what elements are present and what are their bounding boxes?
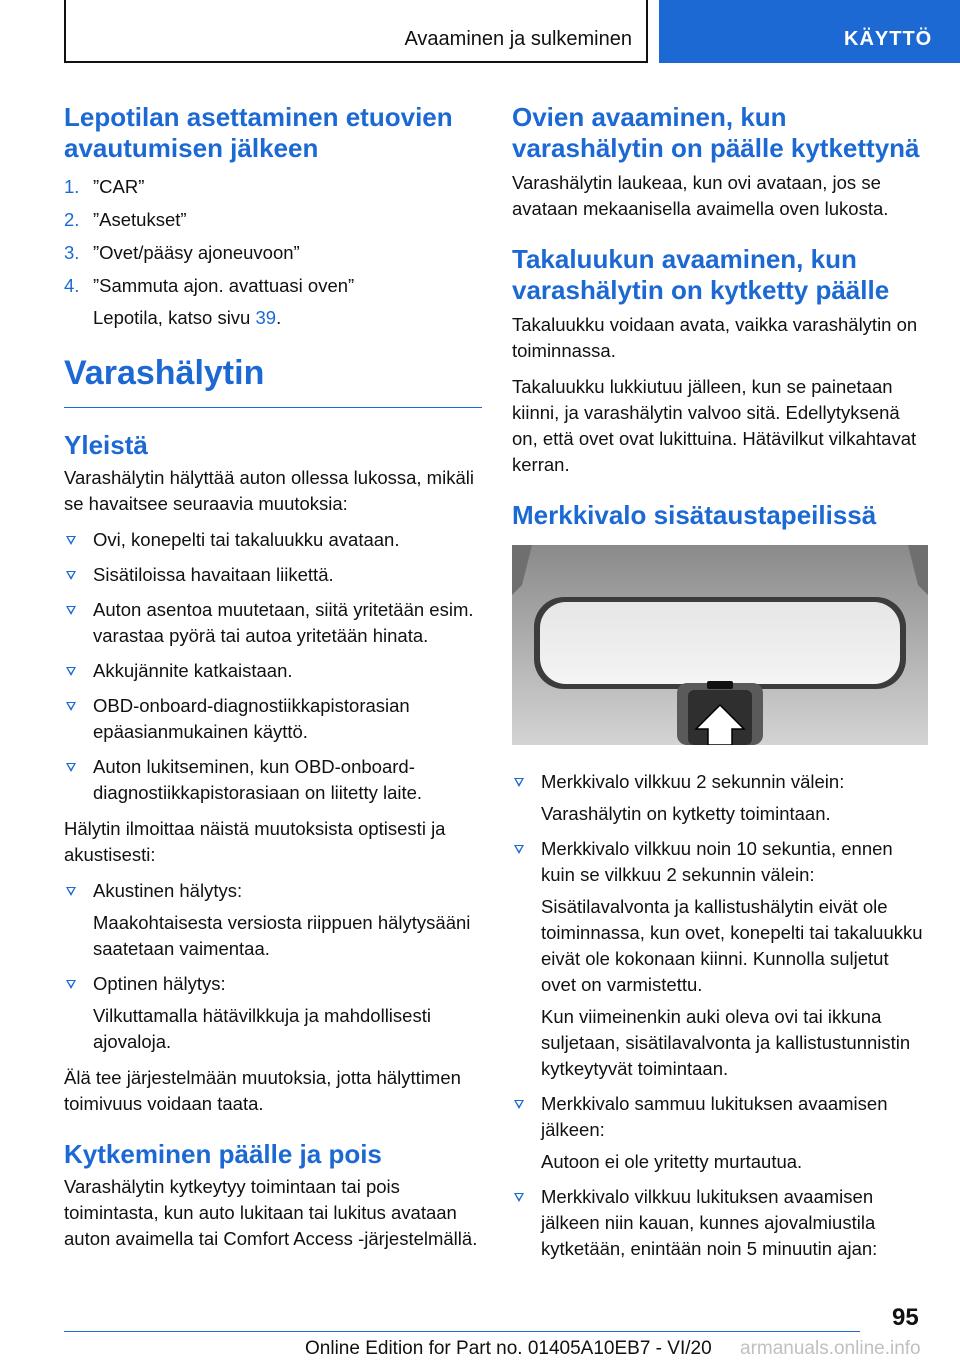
list-item-detail: Sisätilavalvonta ja kallistushälytin eivät ole toiminnassa, kun ovet, konepelti tai takaluukku eivät ole kokonaan kiinni. Kunnolla suljetut ovet on varmistettu.	[541, 896, 923, 995]
step-item	[64, 207, 482, 233]
list-item-detail: Vilkuttamalla hätävilkkuja ja mahdollisesti ajovaloja.	[93, 1005, 431, 1052]
title-divider	[64, 407, 482, 408]
list-item	[64, 971, 482, 1055]
list-item-text: OBD-onboard-diagnostiikkapistorasian epäasianmukainen käyttö.	[93, 695, 410, 742]
right-column	[512, 102, 928, 1272]
step-text: ”CAR”	[93, 176, 145, 197]
list-item	[512, 1091, 928, 1175]
list-item	[512, 769, 928, 827]
rest-mode-steps	[64, 174, 482, 331]
list-item-text: Akustinen hälytys:	[93, 880, 243, 901]
no-changes-note: Älä tee järjestelmään muutoksia, jotta hälyttimen toimivuus voidaan taata.	[64, 1067, 461, 1114]
step-item	[64, 174, 482, 200]
list-item	[512, 836, 928, 1082]
general-intro: Varashälytin hälyttää auton ollessa lukossa, mikäli se havaitsee seuraavia muutoksia:	[64, 467, 474, 514]
list-item-detail: Autoon ei ole yritetty murtautua.	[541, 1151, 803, 1172]
rest-mode-heading: Lepotilan asettaminen etuovien avautumisen jälkeen	[64, 102, 453, 163]
triangle-bullet-icon	[514, 845, 524, 854]
list-item	[64, 754, 482, 806]
list-item-text: Merkkivalo vilkkuu noin 10 sekuntia, ennen kuin se vilkkuu 2 sekunnin välein:	[541, 838, 893, 885]
step-number: 3.	[64, 242, 80, 263]
triangle-bullet-icon	[66, 980, 76, 989]
list-item	[64, 597, 482, 649]
triangle-bullet-icon	[66, 606, 76, 615]
section-title: Avaaminen ja sulkeminen	[404, 28, 632, 50]
doors-text: Varashälytin laukeaa, kun ovi avataan, jos se avataan mekaanisella avaimella oven lukosta.	[512, 172, 889, 219]
page-number: 95	[892, 1304, 919, 1331]
triangle-bullet-icon	[66, 536, 76, 545]
list-item-detail: Kun viimeinenkin auki oleva ovi tai ikkuna suljetaan, sisätilavalvonta ja kallistustunnistin kytkeytyvät toimintaan.	[541, 1006, 911, 1079]
step-number: 1.	[64, 176, 80, 197]
chapter-label: KÄYTTÖ	[844, 28, 933, 50]
step-item	[64, 273, 482, 331]
note-text: Lepotila, katso sivu	[93, 307, 256, 328]
triangle-bullet-icon	[66, 571, 76, 580]
triangle-bullet-icon	[66, 667, 76, 676]
triangle-bullet-icon	[514, 1193, 524, 1202]
running-header	[64, 0, 648, 63]
step-text: ”Sammuta ajon. avattuasi oven”	[93, 275, 355, 296]
list-item-text: Merkkivalo vilkkuu lukituksen avaamisen jälkeen niin kauan, kunnes ajovalmiustila kytketään, enintään noin 5 minuutin ajan:	[541, 1186, 878, 1259]
indicator-heading: Merkkivalo sisätaustapeilissä	[512, 500, 877, 530]
left-column	[64, 102, 482, 1262]
triangle-bullet-icon	[66, 702, 76, 711]
list-item	[64, 878, 482, 962]
step-number: 2.	[64, 209, 80, 230]
list-item	[64, 562, 482, 588]
onoff-heading: Kytkeminen päälle ja pois	[64, 1139, 382, 1169]
list-item-text: Merkkivalo vilkkuu 2 sekunnin välein:	[541, 771, 845, 792]
list-item	[64, 658, 482, 684]
onoff-text: Varashälytin kytkeytyy toimintaan tai pois toimintasta, kun auto lukitaan tai lukitus avataan auton avaimella tai Comfort Access -järjestelmällä.	[64, 1176, 478, 1249]
tailgate-text-2: Takaluukku lukkiutuu jälleen, kun se painetaan kiinni, ja varashälytin valvoo sitä. Edellytyksenä on, että ovet ovat lukittuina. Hätävilkut vilkahtavat kerran.	[512, 376, 917, 475]
rearview-mirror-illustration	[512, 545, 928, 745]
triangle-bullet-icon	[514, 1100, 524, 1109]
list-item	[64, 693, 482, 745]
list-item-text: Sisätiloissa havaitaan liikettä.	[93, 564, 334, 585]
list-item-text: Merkkivalo sammuu lukituksen avaamisen jälkeen:	[541, 1093, 888, 1140]
tailgate-text-1: Takaluukku voidaan avata, vaikka varashälytin on toiminnassa.	[512, 314, 918, 361]
step-item	[64, 240, 482, 266]
list-item-text: Ovi, konepelti tai takaluukku avataan.	[93, 529, 400, 550]
triangle-bullet-icon	[66, 763, 76, 772]
step-number: 4.	[64, 275, 80, 296]
step-text: ”Ovet/pääsy ajoneuvoon”	[93, 242, 300, 263]
triangle-bullet-icon	[66, 887, 76, 896]
doors-heading: Ovien avaaminen, kun varashälytin on päälle kytkettynä	[512, 102, 920, 163]
footer-divider	[64, 1331, 860, 1332]
edition-text: Online Edition for Part no. 01405A10EB7 - VI/20	[305, 1338, 712, 1359]
alarm-title: Varashälytin	[64, 354, 265, 392]
signal-intro: Hälytin ilmoittaa näistä muutoksista optisesti ja akustisesti:	[64, 818, 446, 865]
indicator-list	[512, 769, 928, 1262]
note-suffix: .	[276, 307, 282, 328]
list-item-text: Auton lukitseminen, kun OBD-onboard-diagnostiikkapistorasiaan on liitetty laite.	[93, 756, 423, 803]
rest-mode-note	[93, 305, 482, 331]
changes-list	[64, 527, 482, 806]
list-item-text: Auton asentoa muutetaan, siitä yritetään esim. varastaa pyörä tai autoa yritetään hinata.	[93, 599, 474, 646]
list-item	[512, 1184, 928, 1262]
list-item	[64, 527, 482, 553]
list-item-text: Optinen hälytys:	[93, 973, 226, 994]
list-item-text: Akkujännite katkaistaan.	[93, 660, 293, 681]
list-item-detail: Maakohtaisesta versiosta riippuen hälytysääni saatetaan vaimentaa.	[93, 912, 471, 959]
page-link[interactable]: 39	[255, 307, 277, 328]
triangle-bullet-icon	[514, 778, 524, 787]
chapter-tab	[659, 0, 960, 63]
list-item-detail: Varashälytin on kytketty toimintaan.	[541, 803, 831, 824]
general-heading: Yleistä	[64, 430, 148, 460]
signals-list	[64, 878, 482, 1055]
tailgate-heading: Takaluukun avaaminen, kun varashälytin on kytketty päälle	[512, 244, 890, 305]
watermark: armanuals.online.info	[740, 1338, 921, 1359]
step-text: ”Asetukset”	[93, 209, 187, 230]
